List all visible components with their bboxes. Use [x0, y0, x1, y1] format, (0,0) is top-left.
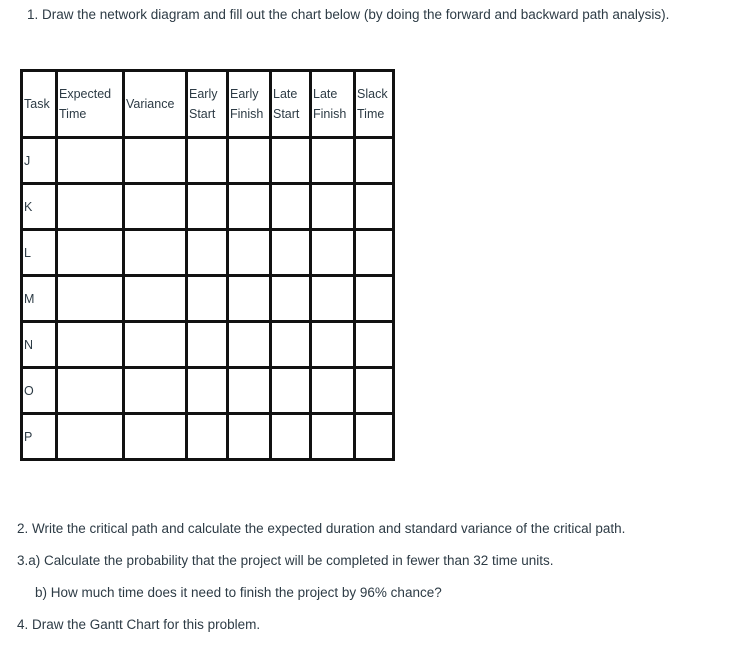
late-finish-cell[interactable]: [311, 184, 355, 230]
late-start-cell[interactable]: [271, 276, 311, 322]
late-finish-cell[interactable]: [311, 230, 355, 276]
late-start-cell[interactable]: [271, 368, 311, 414]
early-start-cell[interactable]: [187, 184, 228, 230]
late-finish-cell[interactable]: [311, 414, 355, 460]
early-start-cell[interactable]: [187, 322, 228, 368]
late-start-cell[interactable]: [271, 230, 311, 276]
table-row: [22, 230, 394, 276]
early-start-cell[interactable]: [187, 414, 228, 460]
table-row: [22, 184, 394, 230]
task-cell: L: [22, 230, 57, 276]
expected-time-cell[interactable]: [57, 322, 124, 368]
early-finish-cell[interactable]: [228, 230, 271, 276]
task-cell: M: [22, 276, 57, 322]
slack-time-cell[interactable]: [355, 276, 394, 322]
expected-time-cell[interactable]: [57, 184, 124, 230]
late-start-cell[interactable]: [271, 322, 311, 368]
late-finish-cell[interactable]: [311, 276, 355, 322]
task-cell: J: [22, 138, 57, 184]
late-finish-cell[interactable]: [311, 368, 355, 414]
early-start-cell[interactable]: [187, 276, 228, 322]
early-finish-cell[interactable]: [228, 414, 271, 460]
variance-cell[interactable]: [124, 414, 187, 460]
late-start-cell[interactable]: [271, 138, 311, 184]
expected-time-cell[interactable]: [57, 276, 124, 322]
slack-time-cell[interactable]: [355, 230, 394, 276]
header-expected-time: Expected Time: [57, 71, 124, 138]
variance-cell[interactable]: [124, 368, 187, 414]
early-start-cell[interactable]: [187, 230, 228, 276]
expected-time-cell[interactable]: [57, 414, 124, 460]
question-1: 1. Draw the network diagram and fill out the chart below (by doing the forward and backward path analysis).: [27, 7, 670, 22]
question-2: 2. Write the critical path and calculate the expected duration and standard variance of the critical path.: [17, 521, 626, 536]
slack-time-cell[interactable]: [355, 368, 394, 414]
table-row: [22, 276, 394, 322]
variance-cell[interactable]: [124, 322, 187, 368]
project-analysis-table: [20, 69, 395, 461]
variance-cell[interactable]: [124, 138, 187, 184]
expected-time-cell[interactable]: [57, 138, 124, 184]
task-cell: O: [22, 368, 57, 414]
expected-time-cell[interactable]: [57, 368, 124, 414]
slack-time-cell[interactable]: [355, 138, 394, 184]
late-finish-cell[interactable]: [311, 138, 355, 184]
early-finish-cell[interactable]: [228, 322, 271, 368]
table-row: [22, 368, 394, 414]
late-start-cell[interactable]: [271, 414, 311, 460]
late-start-cell[interactable]: [271, 184, 311, 230]
early-start-cell[interactable]: [187, 368, 228, 414]
slack-time-cell[interactable]: [355, 322, 394, 368]
variance-cell[interactable]: [124, 230, 187, 276]
table-row: [22, 322, 394, 368]
variance-cell[interactable]: [124, 184, 187, 230]
task-cell: N: [22, 322, 57, 368]
task-cell: K: [22, 184, 57, 230]
header-early-start: Early Start: [187, 71, 228, 138]
early-finish-cell[interactable]: [228, 276, 271, 322]
early-finish-cell[interactable]: [228, 138, 271, 184]
table-row: [22, 138, 394, 184]
header-late-finish: Late Finish: [311, 71, 355, 138]
slack-time-cell[interactable]: [355, 184, 394, 230]
early-start-cell[interactable]: [187, 138, 228, 184]
expected-time-cell[interactable]: [57, 230, 124, 276]
header-variance: Variance: [124, 71, 187, 138]
slack-time-cell[interactable]: [355, 414, 394, 460]
question-3b: b) How much time does it need to finish the project by 96% chance?: [35, 585, 442, 600]
variance-cell[interactable]: [124, 276, 187, 322]
late-finish-cell[interactable]: [311, 322, 355, 368]
header-task: Task: [22, 71, 57, 138]
question-3a: 3.a) Calculate the probability that the project will be completed in fewer than 32 time units.: [17, 553, 554, 568]
header-late-start: Late Start: [271, 71, 311, 138]
table-row: [22, 414, 394, 460]
header-early-finish: Early Finish: [228, 71, 271, 138]
question-4: 4. Draw the Gantt Chart for this problem.: [17, 617, 261, 632]
table-header-row: [22, 71, 394, 138]
task-cell: P: [22, 414, 57, 460]
early-finish-cell[interactable]: [228, 368, 271, 414]
header-slack-time: Slack Time: [355, 71, 394, 138]
early-finish-cell[interactable]: [228, 184, 271, 230]
